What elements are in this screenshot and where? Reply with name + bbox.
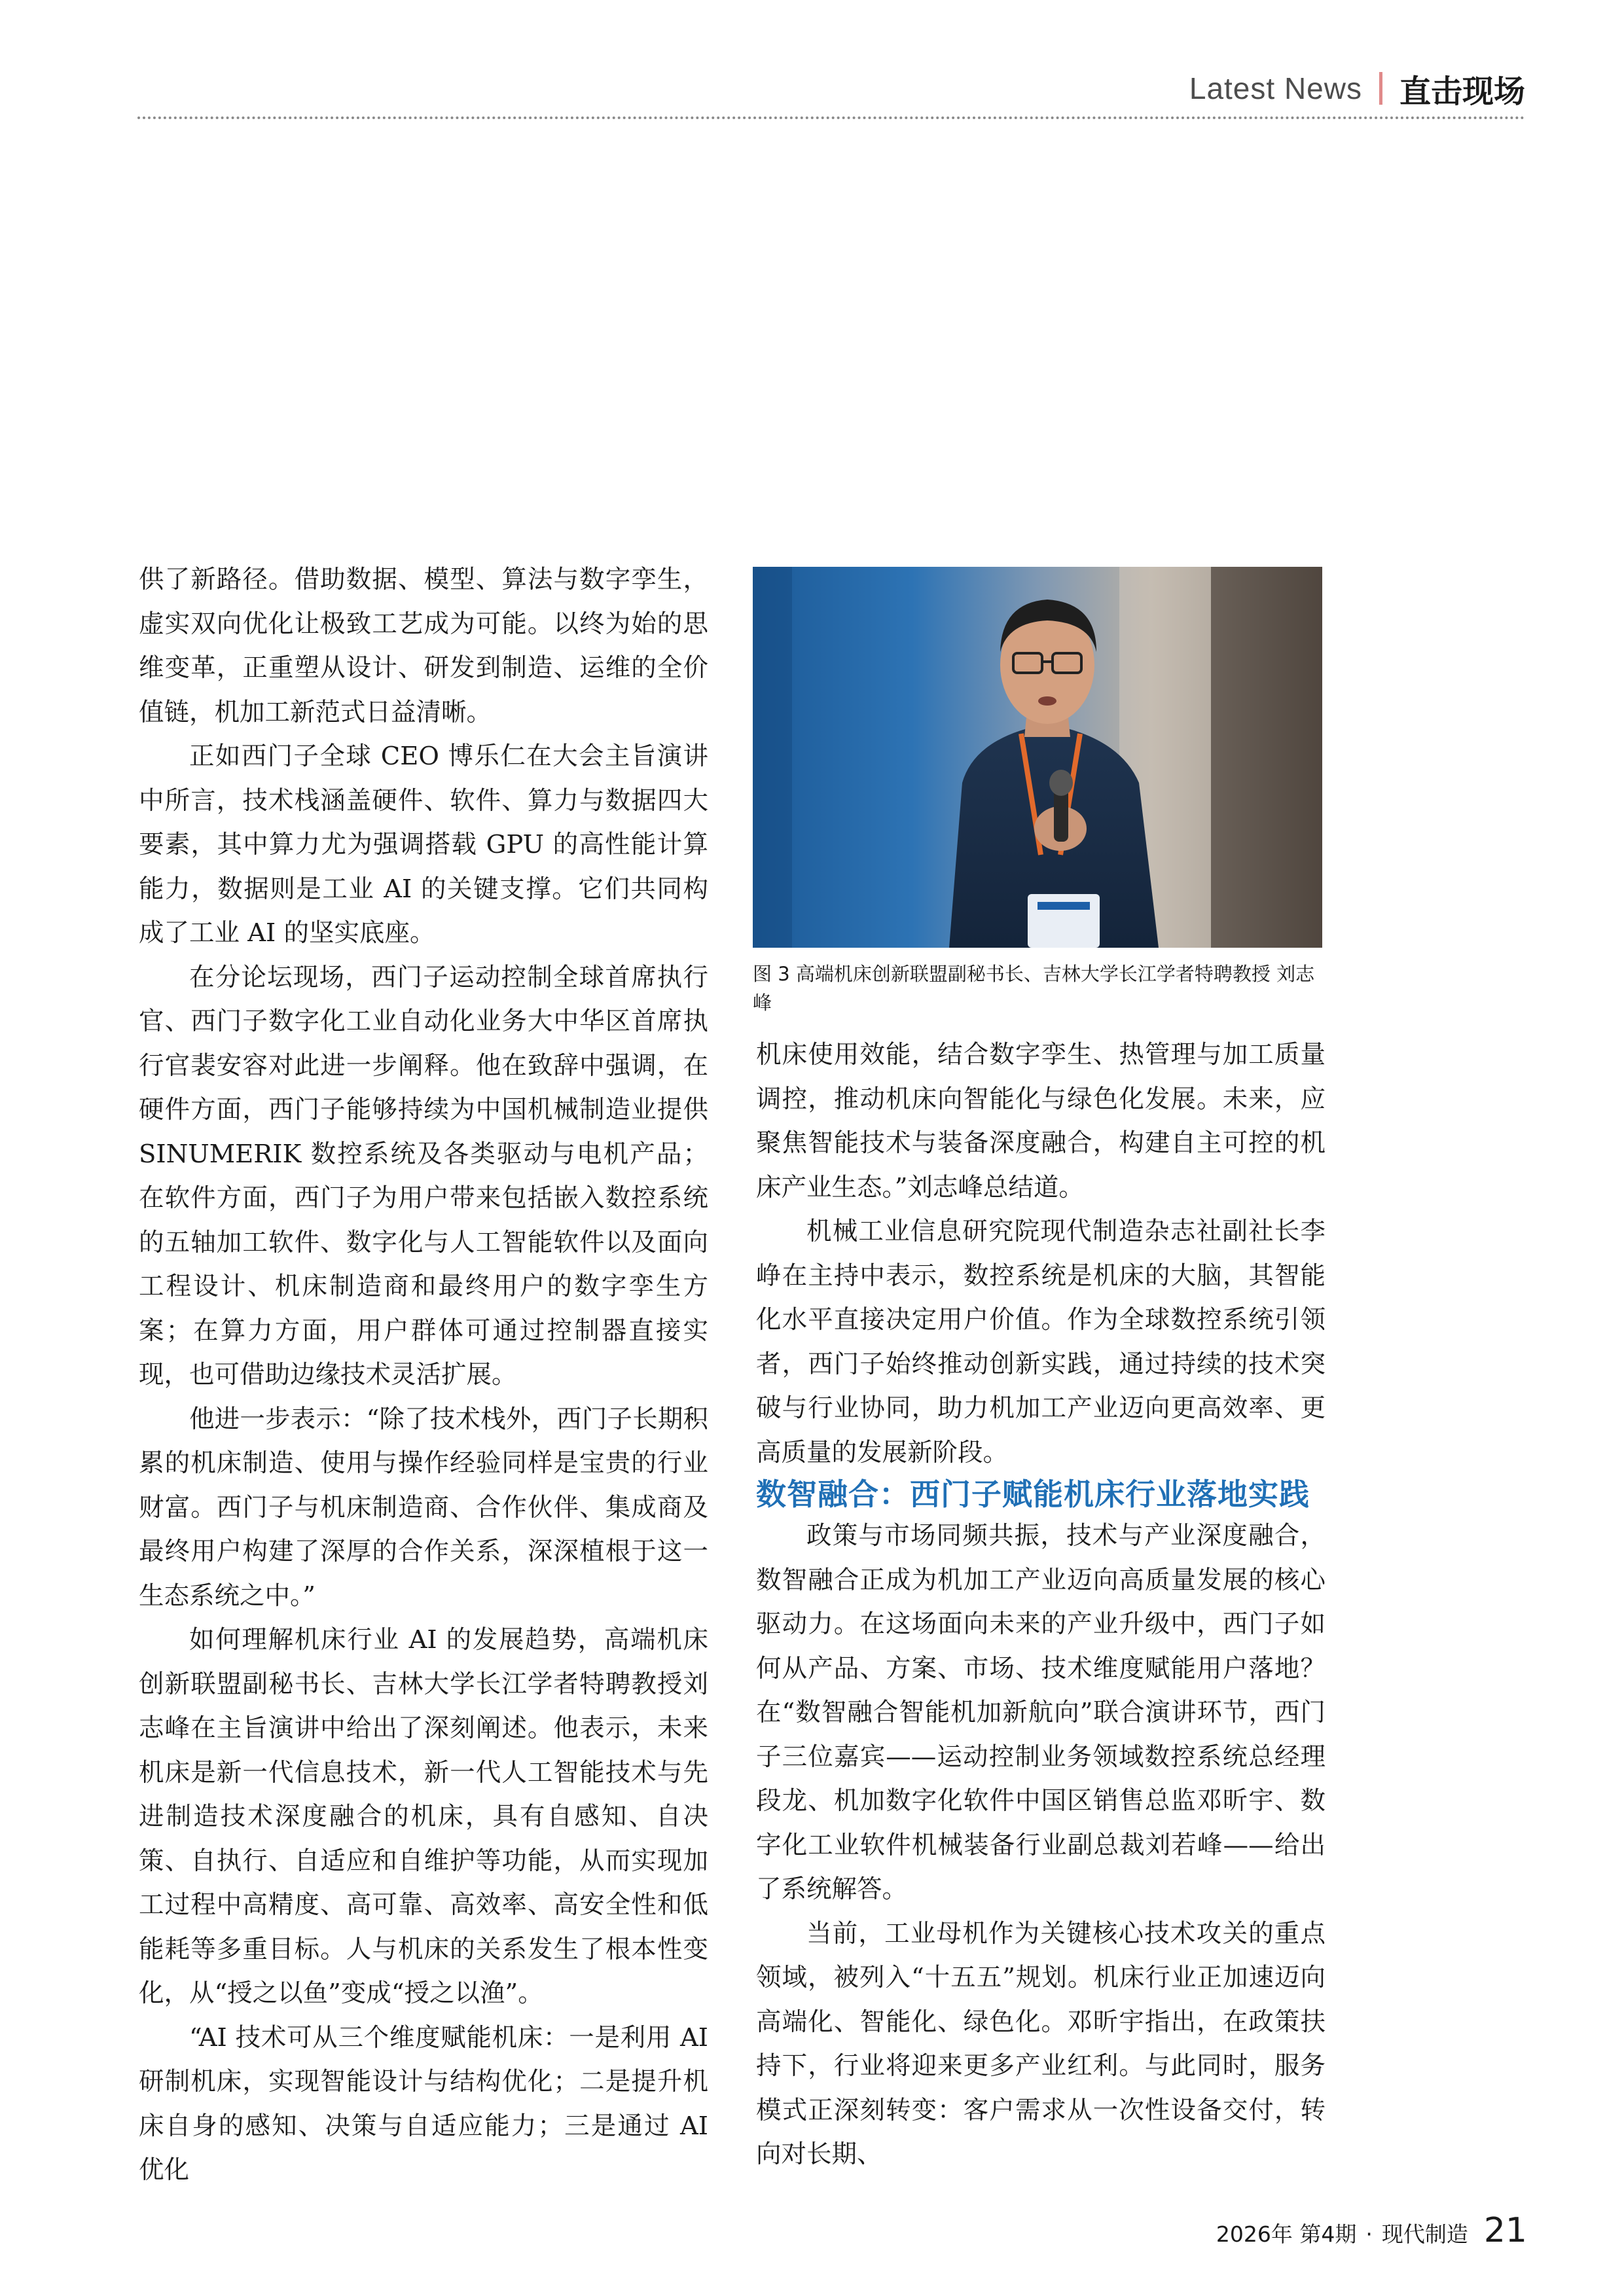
section-label-en: Latest News — [1189, 71, 1362, 105]
figure-caption: 图 3 高端机床创新联盟副秘书长、吉林大学长江学者特聘教授 刘志峰 — [753, 963, 1315, 1014]
header-dotted-rule — [137, 117, 1525, 119]
paragraph: 他进一步表示：“除了技术栈外，西门子长期积累的机床制造、使用与操作经验同样是宝贵的行业财富。西门子与机床制造商、合作伙伴、集成商及最终用户构建了深厚的合作关系，深深植根于这一生态系统之中。” — [139, 1404, 708, 1611]
paragraph: 机床使用效能，结合数字孪生、热管理与加工质量调控，推动机床向智能化与绿色化发展。未来，应聚焦智能技术与装备深度融合，构建自主可控的机床产业生态。”刘志峰总结道。 — [756, 1040, 1326, 1202]
paragraph: 在分论坛现场，西门子运动控制全球首席执行官、西门子数字化工业自动化业务大中华区首席执行官裴安容对此进一步阐释。他在致辞中强调，在硬件方面，西门子能够持续为中国机械制造业提供 SINUMERIK 数控系统及各类驱动与电机产品；在软件方面，西门子为用户带来包括嵌入数控系统的五轴加工软件、数字化与人工智能软件以及面向工程设计、机床制造商和最终用户的数字孪生方案；在算力方面，用户群体可通过控制器直接实现，也可借助边缘技术灵活扩展。 — [139, 962, 708, 1390]
page-number: 21 — [1483, 2211, 1527, 2250]
magazine-name: 现代制造 — [1381, 2221, 1468, 2247]
paragraph: 如何理解机床行业 AI 的发展趋势，高端机床创新联盟副秘书长、吉林大学长江学者特聘教授刘志峰在主旨演讲中给出了深刻阐述。他表示，未来机床是新一代信息技术，新一代人工智能技术与先进制造技术深度融合的机床，具有自感知、自决策、自执行、自适应和自维护等功能，从而实现加工过程中高精度、高可靠、高效率、高安全性和低能耗等多重目标。人与机床的关系发生了根本性变化，从“授之以鱼”变成“授之以渔”。 — [139, 1625, 708, 2008]
paragraph: “AI 技术可从三个维度赋能机床：一是利用 AI 研制机床，实现智能设计与结构优化；二是提升机床自身的感知、决策与自适应能力；三是通过 AI 优化 — [139, 2022, 708, 2185]
section-heading: 数智融合：西门子赋能机床行业落地实践 — [756, 1477, 1310, 1512]
speaker-photo — [753, 567, 1322, 948]
paragraph: 政策与市场同频共振，技术与产业深度融合，数智融合正成为机加工产业迈向高质量发展的核心驱动力。在这场面向未来的产业升级中，西门子如何从产品、方案、市场、技术维度赋能用户落地？在“数智融合智能机加新航向”联合演讲环节，西门子三位嘉宾——运动控制业务领域数控系统总经理段龙、机加数字化软件中国区销售总监邓昕宇、数字化工业软件机械装备行业副总裁刘若峰——给出了系统解答。 — [756, 1521, 1326, 1904]
section-separator — [1379, 72, 1382, 105]
issue-label: 2026年 第4期 — [1216, 2221, 1357, 2247]
paragraph: 当前，工业母机作为关键核心技术攻关的重点领域，被列入“十五五”规划。机床行业正加速迈向高端化、智能化、绿色化。邓昕宇指出，在政策扶持下，行业将迎来更多产业红利。与此同时，服务模式正深刻转变：客户需求从一次性设备交付，转向对长期、 — [756, 1918, 1326, 2169]
section-label — [1189, 65, 1525, 111]
left-column — [139, 558, 708, 2193]
paragraph: 机械工业信息研究院现代制造杂志社副社长李峥在主持中表示，数控系统是机床的大脑，其智能化水平直接决定用户价值。作为全球数控系统引领者，西门子始终推动创新实践，通过持续的技术突破与行业协同，助力机加工产业迈向更高效率、更高质量的发展新阶段。 — [756, 1217, 1326, 1467]
paragraph: 供了新路径。借助数据、模型、算法与数字孪生，虚实双向优化让极致工艺成为可能。以终为始的思维变革，正重塑从设计、研发到制造、运维的全价值链，机加工新范式日益清晰。 — [139, 565, 708, 727]
paragraph: 正如西门子全球 CEO 博乐仁在大会主旨演讲中所言，技术栈涵盖硬件、软件、算力与数据四大要素，其中算力尤为强调搭载 GPU 的高性能计算能力，数据则是工业 AI 的关键支撑。它们共同构成了工业 AI 的坚实底座。 — [139, 742, 708, 948]
right-column — [756, 1033, 1326, 2177]
page-footer — [1216, 2211, 1527, 2250]
page-header — [137, 65, 1525, 118]
footer-separator: · — [1365, 2221, 1373, 2247]
section-label-cn: 直击现场 — [1399, 73, 1525, 110]
